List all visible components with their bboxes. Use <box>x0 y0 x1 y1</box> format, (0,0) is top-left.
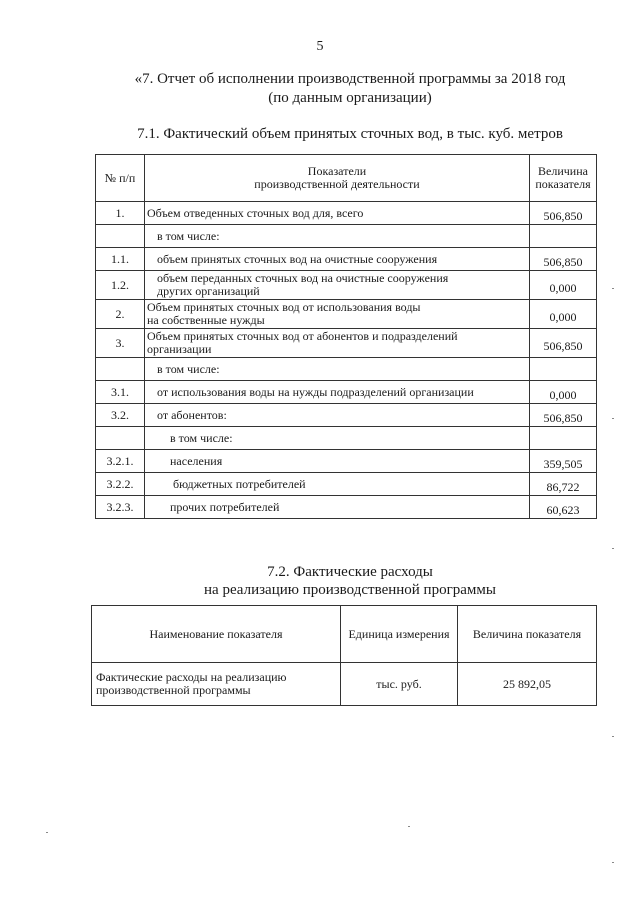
row-label: Объем принятых сточных вод от абонентов и подразделений организации <box>145 329 530 358</box>
table-header-row <box>96 155 597 202</box>
row-name: Фактические расходы на реализацию производственной программы <box>92 663 341 706</box>
header-name: Наименование показателя <box>92 606 341 663</box>
header-unit: Единица измерения <box>341 606 458 663</box>
row-value <box>530 427 597 450</box>
expenses-table <box>91 605 597 706</box>
table-row <box>96 427 597 450</box>
row-num: 3. <box>96 329 145 358</box>
page-number: 5 <box>316 39 324 54</box>
row-value <box>530 358 597 381</box>
row-value: 506,850 <box>530 329 597 358</box>
row-value: 359,505 <box>530 450 597 473</box>
table-row <box>96 202 597 225</box>
row-num <box>96 225 145 248</box>
scan-speck <box>408 826 410 827</box>
row-label: от использования воды на нужды подразделений организации <box>145 381 530 404</box>
scan-speck <box>46 832 48 833</box>
header-value-line1: Величина <box>538 164 588 178</box>
header-indicator-line1: Показатели <box>307 164 367 178</box>
row-value: 0,000 <box>530 381 597 404</box>
row-num: 3.2.2. <box>96 473 145 496</box>
header-value-line2: показателя <box>535 177 591 191</box>
table-row <box>96 473 597 496</box>
row-label: объем переданных сточных вод на очистные сооружения других организаций <box>145 271 530 300</box>
row-label: объем принятых сточных вод на очистные сооружения <box>145 248 530 271</box>
row-label: в том числе: <box>145 427 530 450</box>
header-value: Величина показателя <box>458 606 597 663</box>
row-value <box>530 225 597 248</box>
row-label: населения <box>145 450 530 473</box>
table-row <box>96 496 597 519</box>
row-num: 3.2.3. <box>96 496 145 519</box>
section1-title: 7.1. Фактический объем принятых сточных вод, в тыс. куб. метров <box>137 126 563 142</box>
wastewater-volume-table <box>95 154 597 519</box>
table-row <box>96 329 597 358</box>
row-value: 506,850 <box>530 202 597 225</box>
row-label: прочих потребителей <box>145 496 530 519</box>
row-label: в том числе: <box>145 225 530 248</box>
scan-speck <box>612 736 614 737</box>
section2-title-line2: на реализацию производственной программы <box>204 582 496 598</box>
row-label: от абонентов: <box>145 404 530 427</box>
table-row <box>96 248 597 271</box>
row-num: 3.1. <box>96 381 145 404</box>
table-header-row <box>92 606 597 663</box>
row-value: 86,722 <box>530 473 597 496</box>
report-heading <box>90 70 610 108</box>
scan-speck <box>612 418 614 419</box>
row-num: 2. <box>96 300 145 329</box>
row-label: Объем принятых сточных вод от использования воды на собственные нужды <box>145 300 530 329</box>
table-row <box>96 271 597 300</box>
row-label: бюджетных потребителей <box>145 473 530 496</box>
section2-title <box>90 563 610 599</box>
row-num <box>96 427 145 450</box>
table-row <box>96 225 597 248</box>
header-indicator-line2: производственной деятельности <box>254 177 420 191</box>
table-row <box>92 663 597 706</box>
table-row <box>96 358 597 381</box>
row-value: 506,850 <box>530 404 597 427</box>
section2-title-line1: 7.2. Фактические расходы <box>267 564 433 580</box>
row-num: 1.2. <box>96 271 145 300</box>
row-num: 3.2.1. <box>96 450 145 473</box>
row-num: 1. <box>96 202 145 225</box>
scan-speck <box>612 548 614 549</box>
row-num: 3.2. <box>96 404 145 427</box>
row-unit: тыс. руб. <box>341 663 458 706</box>
row-num: 1.1. <box>96 248 145 271</box>
row-value: 0,000 <box>530 271 597 300</box>
row-value: 506,850 <box>530 248 597 271</box>
header-indicator <box>145 155 530 202</box>
table-row <box>96 404 597 427</box>
report-heading-line2: (по данным организации) <box>268 90 432 106</box>
report-heading-line1: «7. Отчет об исполнении производственной программы за 2018 год <box>134 71 566 87</box>
row-num <box>96 358 145 381</box>
row-value: 25 892,05 <box>458 663 597 706</box>
scan-speck <box>612 288 614 289</box>
table-row <box>96 381 597 404</box>
row-value: 60,623 <box>530 496 597 519</box>
table-row <box>96 450 597 473</box>
scan-speck <box>612 862 614 863</box>
header-value <box>530 155 597 202</box>
table-row <box>96 300 597 329</box>
row-label: Объем отведенных сточных вод для, всего <box>145 202 530 225</box>
row-value: 0,000 <box>530 300 597 329</box>
header-num: № п/п <box>96 155 145 202</box>
row-label: в том числе: <box>145 358 530 381</box>
